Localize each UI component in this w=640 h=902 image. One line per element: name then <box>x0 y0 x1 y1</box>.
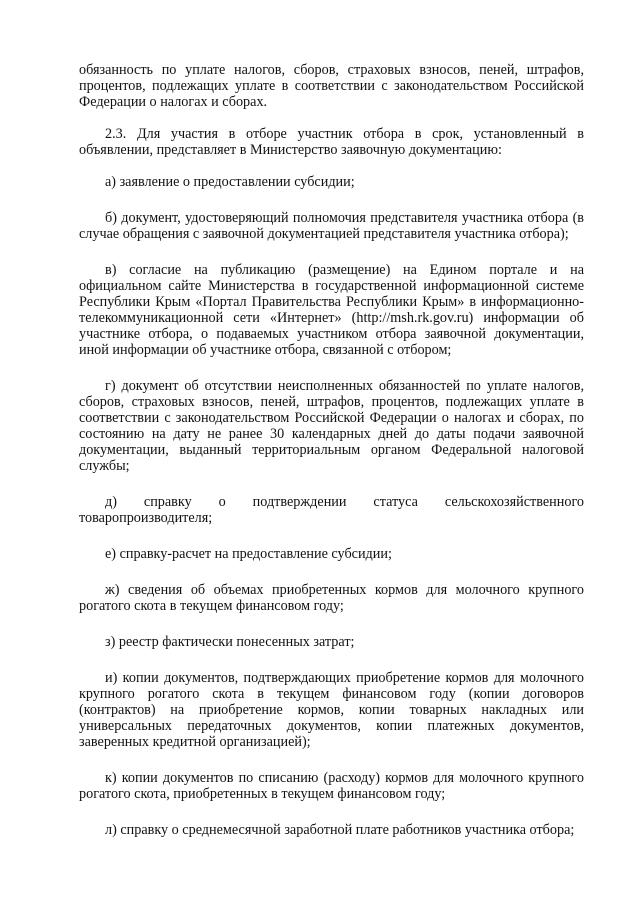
paragraph-obligation-continuation: обязанность по уплате налогов, сборов, страховых взносов, пеней, штрафов, процентов, подлежащих уплате в соответствии с законодательством Российской Федерации о налогах и сборах. <box>79 62 584 110</box>
list-item-l: л) справку о среднемесячной заработной плате работников участника отбора; <box>105 822 575 838</box>
list-item-b: б) документ, удостоверяющий полномочия представителя участника отбора (в случае обращения с заявочной документацией представителя участника отбора); <box>79 210 584 242</box>
list-item-g: г) документ об отсутствии неисполненных обязанностей по уплате налогов, сборов, страховых взносов, пеней, штрафов, процентов, подлежащих уплате в соответствии с законодательством Российской Федерации о налогах и сборах, по состоянию на дату не ранее 30 календарных дней до даты подачи заявочной документации, выданный территориальным органом Федеральной налоговой службы; <box>79 378 584 474</box>
list-item-z: з) реестр фактически понесенных затрат; <box>105 634 355 650</box>
list-item-i: и) копии документов, подтверждающих приобретение кормов для молочного крупного рогатого скота в текущем финансовом году (копии договоров (контрактов) на приобретение кормов, копии товарных накладных или универсальных передаточных документов, копии платежных документов, заверенных кредитной организацией); <box>79 670 584 750</box>
list-item-zh: ж) сведения об объемах приобретенных кормов для молочного крупного рогатого скота в текущем финансовом году; <box>79 582 584 614</box>
list-item-d: д) справку о подтверждении статуса сельскохозяйственного товаропроизводителя; <box>79 494 584 526</box>
list-item-k: к) копии документов по списанию (расходу) кормов для молочного крупного рогатого скота, приобретенных в текущем финансовом году; <box>79 770 584 802</box>
list-item-v: в) согласие на публикацию (размещение) на Едином портале и на официальном сайте Министерства в государственной информационной системе Республики Крым «Портал Правительства Республики Крым» в информационно-телекоммуникационной сети «Интернет» (http://msh.rk.gov.ru) информации об участнике отбора, о подаваемых участником отбора заявочной документации, иной информации об участнике отбора, связанной с отбором; <box>79 262 584 358</box>
paragraph-2-3: 2.3. Для участия в отборе участник отбора в срок, установленный в объявлении, представляет в Министерство заявочную документацию: <box>79 126 584 158</box>
list-item-e: е) справку-расчет на предоставление субсидии; <box>105 546 392 562</box>
list-item-a: а) заявление о предоставлении субсидии; <box>105 174 355 190</box>
